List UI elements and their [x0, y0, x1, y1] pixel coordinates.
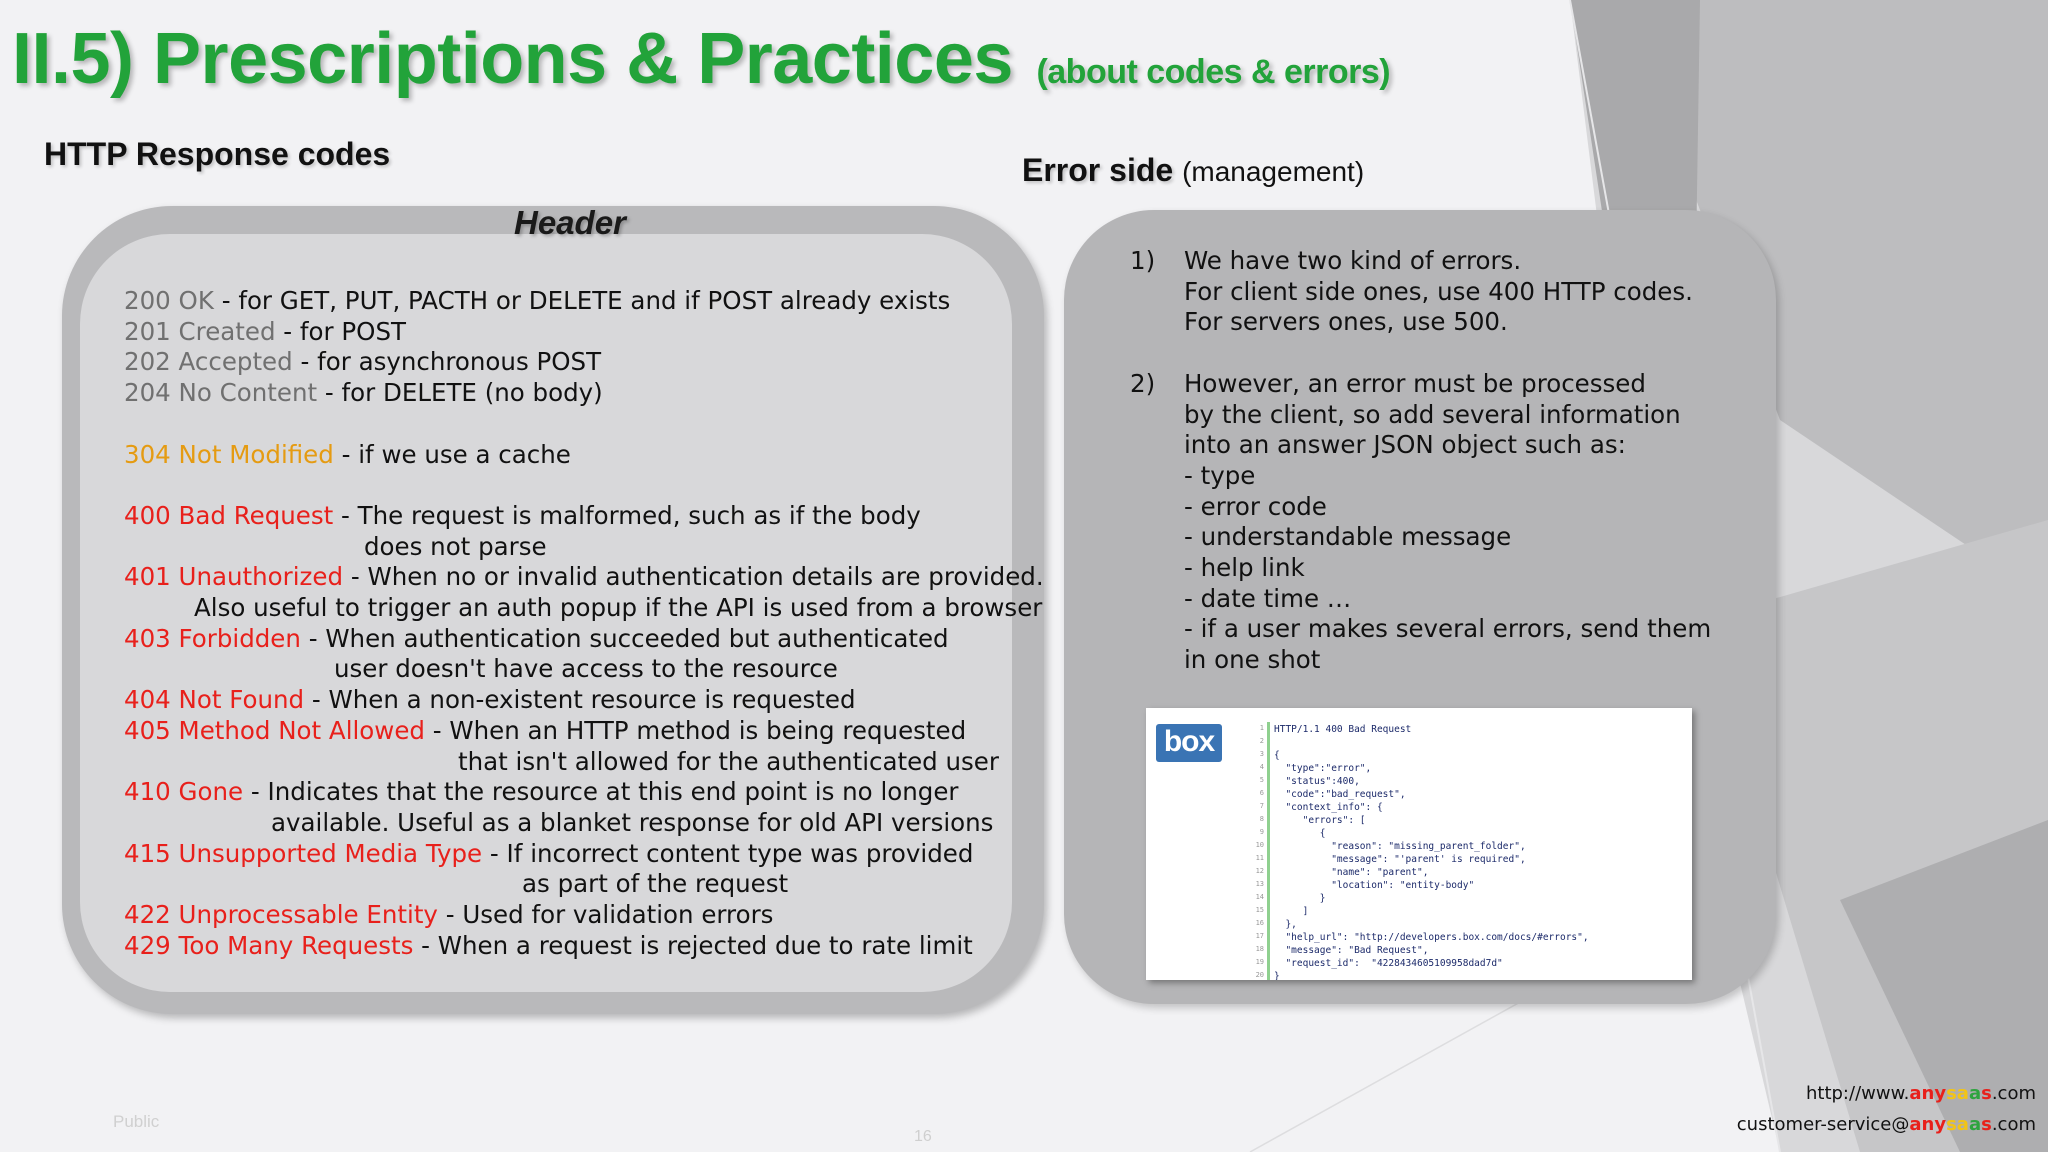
- status-description-continued: does not parse: [364, 531, 547, 561]
- slide-title: II.5) Prescriptions & Practices (about codes & errors): [12, 19, 1391, 99]
- line-number: 16: [1255, 919, 1264, 927]
- header-label: Header: [514, 204, 626, 241]
- item-line: - error code: [1184, 491, 1327, 521]
- status-code: 202 Accepted: [124, 347, 293, 377]
- status-description: - The request is malformed, such as if the body: [333, 500, 921, 530]
- status-description-continued: user doesn't have access to the resource: [334, 654, 838, 684]
- status-description-continued: available. Useful as a blanket response for old API versions: [271, 807, 994, 837]
- code-row: [124, 931, 1004, 962]
- code-row: [124, 685, 1004, 716]
- status-description: - If incorrect content type was provided: [482, 838, 974, 868]
- item-line: - understandable message: [1184, 522, 1512, 552]
- code-row: [124, 378, 1004, 409]
- code-row: [124, 286, 1004, 317]
- status-code: 201 Created: [124, 316, 276, 346]
- status-description: - for DELETE (no body): [317, 378, 603, 408]
- code-row: [124, 716, 1004, 747]
- item-line: We have two kind of errors.: [1184, 246, 1522, 275]
- status-code: 404 Not Found: [124, 685, 305, 715]
- status-code: 403 Forbidden: [124, 623, 301, 653]
- line-number: 11: [1255, 854, 1264, 862]
- status-description: - for GET, PUT, PACTH or DELETE and if POST already exists: [213, 286, 951, 315]
- code-row: [124, 440, 1004, 471]
- line-number: 10: [1255, 841, 1264, 849]
- status-description: - for POST: [275, 316, 406, 346]
- code-row: [124, 777, 1004, 808]
- status-description-continued: Also useful to trigger an auth popup if the API is used from a browser: [194, 593, 1043, 622]
- line-number: 13: [1255, 880, 1264, 888]
- line-number: 14: [1255, 893, 1264, 901]
- status-code: 405 Method Not Allowed: [124, 715, 425, 745]
- json-error-screenshot: [1146, 708, 1692, 980]
- website-link[interactable]: http://www.anysaas.com: [1805, 1083, 2036, 1104]
- status-code: 429 Too Many Requests: [124, 930, 414, 960]
- item-line: into an answer JSON object such as:: [1184, 430, 1626, 460]
- code-row: [124, 317, 1004, 348]
- status-description: - When a non-existent resource is requested: [304, 685, 856, 715]
- error-guideline-item: [1130, 369, 1730, 676]
- item-line: - type: [1184, 460, 1256, 490]
- status-code: 200 OK: [124, 286, 214, 315]
- response-codes-list: [124, 286, 1044, 961]
- line-number: 9: [1259, 828, 1264, 836]
- slide-subtitle: (about codes & errors): [1036, 53, 1391, 91]
- status-description: - When authentication succeeded but authenticated: [300, 623, 949, 653]
- status-code: 304 Not Modified: [124, 439, 334, 469]
- code-row: [124, 501, 1004, 532]
- code-row: [124, 900, 1004, 931]
- item-number: 2): [1130, 368, 1156, 398]
- item-line: - date time …: [1184, 583, 1352, 613]
- item-line: in one shot: [1184, 645, 1321, 675]
- code-row: [124, 624, 1004, 655]
- status-code: 400 Bad Request: [124, 500, 334, 530]
- email-link[interactable]: customer-service@anysaas.com: [1736, 1114, 2036, 1135]
- code-row: [124, 839, 1004, 870]
- status-code: 401 Unauthorized: [124, 562, 344, 592]
- status-code: 415 Unsupported Media Type: [124, 838, 483, 868]
- status-description: - When an HTTP method is being requested: [424, 715, 967, 745]
- status-description: - Used for validation errors: [437, 900, 774, 930]
- line-number: 1: [1259, 724, 1264, 732]
- status-description: - if we use a cache: [333, 439, 571, 469]
- status-description: - Indicates that the resource at this end point is no longer: [243, 777, 959, 807]
- line-number: 3: [1259, 750, 1264, 758]
- line-number: 17: [1255, 932, 1264, 940]
- status-code: 410 Gone: [124, 777, 244, 807]
- line-number-gutter: [1242, 722, 1270, 980]
- line-number: 6: [1259, 789, 1264, 797]
- line-number: 20: [1255, 971, 1264, 979]
- status-code: 204 No Content: [124, 378, 318, 408]
- status-description-continued: as part of the request: [522, 869, 789, 899]
- line-number: 19: [1255, 958, 1264, 966]
- item-line: by the client, so add several information: [1184, 399, 1681, 429]
- status-description-continued: that isn't allowed for the authenticated user: [458, 746, 999, 776]
- page-number: 16: [914, 1128, 932, 1145]
- line-number: 12: [1255, 867, 1264, 875]
- line-number: 8: [1259, 815, 1264, 823]
- line-number: 2: [1259, 737, 1264, 745]
- box-logo: box: [1156, 724, 1222, 762]
- status-code: 422 Unprocessable Entity: [124, 900, 438, 930]
- line-number: 7: [1259, 802, 1264, 810]
- line-number: 18: [1255, 945, 1264, 953]
- line-number: 5: [1259, 776, 1264, 784]
- error-side-heading: Error side (management): [1022, 152, 1365, 188]
- json-error-code: HTTP/1.1 400 Bad Request { "type":"error", "status":400, "code":"bad_request", "context_info": { "errors": [ { "reason": "missing_parent_folder", "message": "'parent' is required", "name": "parent", "location": "entity-body" } ] }, "help_url": "http://developers.box.com/docs/#errors", "message": "Bad Request", "request_id": "4228434605109958dad7d" }: [1274, 724, 1589, 980]
- line-number: 15: [1255, 906, 1264, 914]
- line-number: 4: [1259, 763, 1264, 771]
- item-number: 1): [1130, 246, 1156, 275]
- item-line: For servers ones, use 500.: [1184, 307, 1508, 337]
- contact-info: [1737, 1078, 2036, 1140]
- item-line: However, an error must be processed: [1184, 368, 1646, 398]
- code-row: [124, 562, 1044, 593]
- error-guideline-item: [1130, 246, 1730, 338]
- item-line: - help link: [1184, 553, 1305, 583]
- error-guidelines-list: [1130, 246, 1730, 676]
- status-description: - When a request is rejected due to rate limit: [413, 930, 973, 960]
- public-label: Public: [113, 1112, 160, 1131]
- item-line: For client side ones, use 400 HTTP codes.: [1184, 276, 1693, 306]
- status-description: - for asynchronous POST: [292, 347, 602, 377]
- code-row: [124, 347, 1004, 378]
- status-description: - When no or invalid authentication details are provided.: [343, 562, 1044, 592]
- http-codes-heading: HTTP Response codes: [44, 136, 391, 172]
- error-side-note: (management): [1182, 156, 1365, 187]
- item-line: - if a user makes several errors, send them: [1184, 614, 1712, 644]
